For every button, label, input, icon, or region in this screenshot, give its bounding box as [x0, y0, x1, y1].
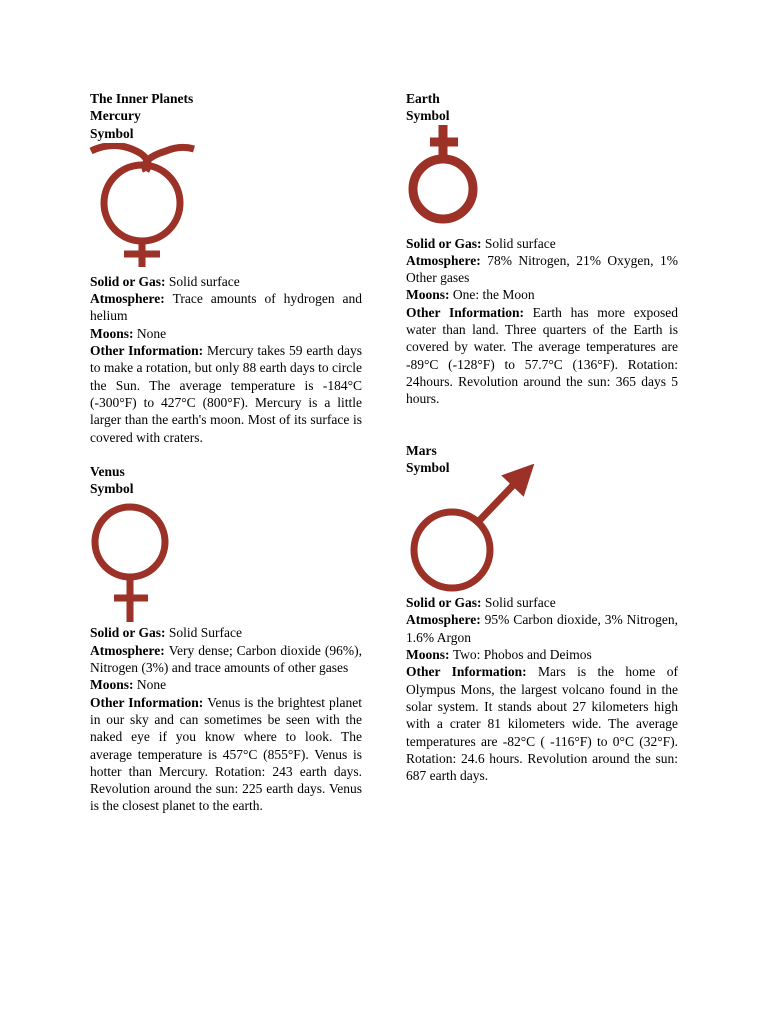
- spacer: [406, 408, 678, 442]
- solid-or-gas-label: Solid or Gas:: [406, 235, 485, 251]
- atmosphere-label: Atmosphere:: [90, 642, 169, 658]
- atmosphere-row: [406, 252, 678, 287]
- moons-label: Moons:: [406, 647, 453, 663]
- moons-value: Two: Phobos and Deimos: [452, 647, 592, 663]
- other-information-value: Venus is the brightest planet in our sky and can sometimes be seen with the naked eye if you know where to look. The average temperature is 457°C (855°F). Venus is hotter than Mercury. Rotation: 243 earth days. Revolution around the sun: 225 earth days. Venus is the closest planet to the earth.: [90, 694, 362, 814]
- mars-symbol-icon: [406, 464, 546, 594]
- solid-or-gas-value: Solid Surface: [168, 625, 243, 641]
- solid-or-gas-label: Solid or Gas:: [406, 595, 485, 611]
- planet-venus: [90, 463, 362, 815]
- spacer: [90, 446, 362, 463]
- planet-name: Mercury: [90, 108, 141, 124]
- moons-row: [90, 325, 362, 342]
- planet-earth: [406, 90, 678, 408]
- solid-or-gas-label: Solid or Gas:: [90, 273, 169, 289]
- other-information-value: Mercury takes 59 earth days to make a rotation, but only 88 earth days to circle the Sun. The average temperature is -184°C (-300°F) to 427°C (800°F). Mercury is a little larger than the earth's moon. Most of its surface is covered with craters.: [90, 343, 362, 445]
- moons-label: Moons:: [406, 287, 453, 303]
- other-information-label: Other Information:: [406, 664, 538, 680]
- atmosphere-label: Atmosphere:: [406, 612, 485, 628]
- earth-symbol-icon: [406, 125, 486, 229]
- moons-row: [406, 286, 678, 303]
- other-information-label: Other Information:: [90, 343, 208, 359]
- planet-name: Mars: [406, 442, 437, 458]
- atmosphere-row: [90, 290, 362, 325]
- other-information-row: [90, 342, 362, 446]
- planet-name: Venus: [90, 463, 125, 479]
- moons-row: [90, 676, 362, 693]
- moons-value: None: [136, 325, 167, 341]
- atmosphere-value: Very dense; Carbon dioxide (96%), Nitrogen (3%) and trace amounts of other gases: [90, 642, 362, 676]
- other-information-row: [406, 663, 678, 784]
- solid-or-gas-row: [90, 273, 362, 290]
- atmosphere-value: 78% Nitrogen, 21% Oxygen, 1% Other gases: [406, 252, 678, 286]
- symbol-label: Symbol: [406, 459, 450, 475]
- planet-mercury: [90, 107, 362, 446]
- mercury-symbol-icon: [88, 143, 208, 273]
- solid-or-gas-value: Solid surface: [168, 273, 240, 289]
- moons-label: Moons:: [90, 677, 137, 693]
- other-information-value: Mars is the home of Olympus Mons, the largest volcano found in the solar system. It stands about 27 kilometers high with a crater 81 kilometers wide. The average temperatures are -82°C ( -116°F) to 0°C (32°F). Rotation: 24.6 hours. Revolution around the sun: 687 earth days.: [406, 664, 678, 784]
- symbol-label: Symbol: [90, 481, 134, 497]
- other-information-row: [90, 694, 362, 815]
- symbol-label: Symbol: [90, 125, 134, 141]
- solid-or-gas-label: Solid or Gas:: [90, 625, 169, 641]
- right-column: [406, 90, 678, 784]
- other-information-row: [406, 304, 678, 408]
- moons-value: None: [136, 677, 167, 693]
- moons-value: One: the Moon: [452, 287, 535, 303]
- planet-name: Earth: [406, 91, 440, 106]
- atmosphere-label: Atmosphere:: [90, 291, 173, 307]
- solid-or-gas-value: Solid surface: [484, 235, 556, 251]
- venus-symbol-icon: [90, 502, 190, 624]
- left-column: [90, 90, 362, 815]
- planet-mars: [406, 442, 678, 785]
- other-information-label: Other Information:: [90, 694, 208, 710]
- atmosphere-value: Trace amounts of hydrogen and helium: [90, 291, 362, 324]
- moons-row: [406, 646, 678, 663]
- other-information-value: Earth has more exposed water than land. Three quarters of the Earth is covered by water. The average temperatures are -89°C (-128°F) to 57.7°C (136°F). Rotation: 24hours. Revolution around the sun: 365 days 5 hours.: [406, 304, 678, 407]
- moons-label: Moons:: [90, 325, 137, 341]
- symbol-label: Symbol: [406, 108, 450, 124]
- other-information-label: Other Information:: [406, 304, 533, 320]
- solid-or-gas-row: [90, 624, 362, 641]
- atmosphere-value: 95% Carbon dioxide, 3% Nitrogen, 1.6% Argon: [406, 612, 678, 645]
- atmosphere-row: [90, 642, 362, 677]
- solid-or-gas-value: Solid surface: [484, 595, 556, 611]
- atmosphere-label: Atmosphere:: [406, 252, 488, 268]
- atmosphere-row: [406, 611, 678, 646]
- solid-or-gas-row: [406, 594, 678, 611]
- section-title: The Inner Planets: [90, 91, 194, 106]
- solid-or-gas-row: [406, 235, 678, 252]
